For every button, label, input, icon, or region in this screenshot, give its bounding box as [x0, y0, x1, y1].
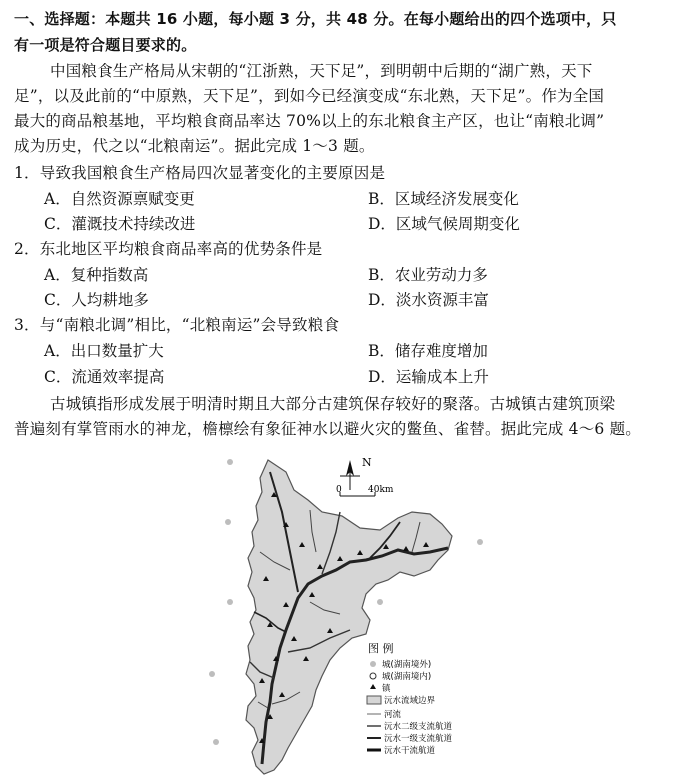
legend-item-route1: 沅水一级支流航道: [384, 734, 453, 744]
legend-item-mainroute: 沅水干流航道: [384, 746, 436, 756]
question-2-stem: 2．东北地区平均粮食商品率高的优势条件是: [14, 240, 323, 258]
legend-city-outside-icon: [370, 661, 376, 667]
legend-basin-icon: [367, 696, 381, 704]
question-3-option-a[interactable]: A．出口数量扩大: [44, 342, 164, 360]
question-3-option-d[interactable]: D．运输成本上升: [368, 368, 489, 386]
question-1-stem: 1．导致我国粮食生产格局四次显著变化的主要原因是: [14, 164, 386, 182]
question-1-option-c[interactable]: C．灌溉技术持续改进: [44, 215, 196, 233]
question-2-option-b[interactable]: B．农业劳动力多: [368, 266, 488, 284]
yuanshui-basin-map: [190, 452, 502, 778]
north-arrow-icon: [340, 460, 360, 490]
question-3-option-c[interactable]: C．流通效率提高: [44, 368, 165, 386]
legend-item-route2: 沅水二级支流航道: [384, 722, 453, 732]
passage1-line3: 最大的商品粮基地，平均粮食商品率达 70%以上的东北粮食主产区，也让“南粮北调”: [14, 112, 605, 130]
section-heading-line2: 有一项是符合题目要求的。: [14, 36, 197, 54]
legend: [367, 641, 453, 756]
question-3-stem: 3．与“南粮北调”相比，“北粮南运”会导致粮食: [14, 316, 340, 334]
section-heading-line1: 一、选择题：本题共 16 小题，每小题 3 分，共 48 分。在每小题给出的四个选项中，只: [14, 10, 617, 28]
north-label: N: [362, 456, 372, 469]
passage1-line4: 成为历史，代之以“北粮南运”。据此完成 1～3 题。: [14, 137, 375, 155]
scale-label: 40km: [368, 485, 394, 495]
question-1-option-a[interactable]: A．自然资源禀赋变更: [44, 190, 195, 208]
legend-title: 图 例: [368, 642, 394, 655]
legend-item-river: 河流: [384, 710, 402, 720]
question-3-option-b[interactable]: B．储存难度增加: [368, 342, 488, 360]
passage1-line1: 中国粮食生产格局从宋朝的“江浙熟，天下足”，到明朝中后期的“湖广熟，天下: [50, 62, 593, 80]
question-2-option-c[interactable]: C．人均耕地多: [44, 291, 149, 309]
scale-zero: 0: [336, 485, 342, 495]
map-svg: [190, 452, 502, 778]
question-1-option-d[interactable]: D．区域气候周期变化: [368, 215, 520, 233]
question-1-option-b[interactable]: B．区域经济发展变化: [368, 190, 519, 208]
legend-item-basin: 沅水流域边界: [384, 696, 436, 706]
legend-item-city-inside: 城(湖南境内): [382, 672, 432, 682]
legend-item-town: 镇: [382, 684, 391, 694]
passage2-line1: 古城镇指形成发展于明清时期且大部分古建筑保存较好的聚落。古城镇古建筑顶梁: [50, 395, 616, 413]
legend-city-inside-icon: [370, 673, 376, 679]
legend-town-icon: [370, 684, 376, 689]
question-2-option-a[interactable]: A．复种指数高: [44, 266, 149, 284]
passage1-line2: 足”，以及此前的“中原熟，天下足”，到如今已经演变成“东北熟，天下足”。作为全国: [14, 87, 605, 105]
legend-item-city-outside: 城(湖南境外): [382, 660, 432, 670]
passage2-line2: 普遍刻有掌管雨水的神龙，檐檩绘有象征神水以避火灾的鳖鱼、雀替。据此完成 4～6 题。: [14, 420, 641, 438]
question-2-option-d[interactable]: D．淡水资源丰富: [368, 291, 489, 309]
